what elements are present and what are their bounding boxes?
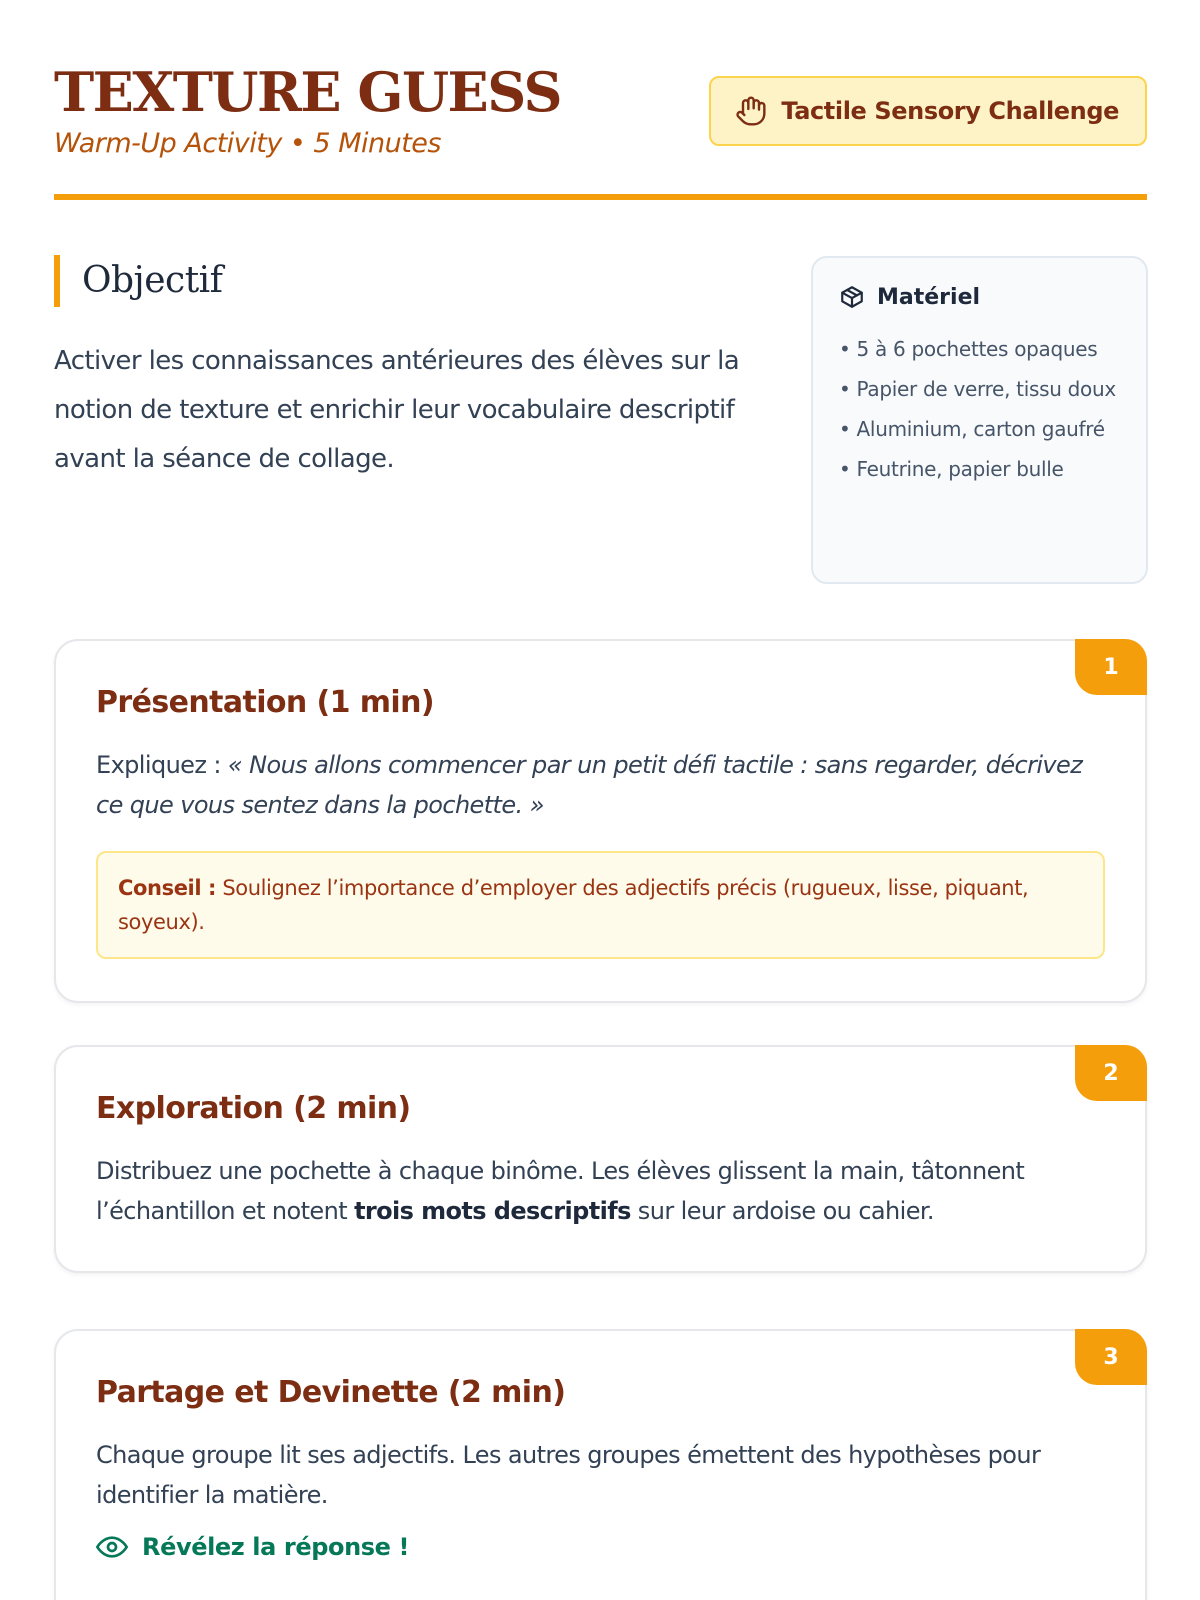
step-body-prefix: Expliquez : [96,751,228,779]
challenge-badge [709,76,1147,146]
materials-item: • 5 à 6 pochettes opaques [839,337,1098,361]
step-number-badge: 1 [1075,639,1147,695]
materials-box [811,256,1148,584]
step-number-badge: 2 [1075,1045,1147,1101]
step-number-badge: 3 [1075,1329,1147,1385]
step-body [96,745,1105,825]
tip-label: Conseil : [118,876,217,900]
materials-item: • Feutrine, papier bulle [839,457,1064,481]
objective-heading: Objectif [54,255,774,307]
tip-text: Soulignez l’importance d’employer des adjectifs précis (rugueux, lisse, piquant, soyeux). [118,876,1029,934]
step-card-1 [54,639,1147,1003]
step-body-quote: « Nous allons commencer par un petit défi tactile : sans regarder, décrivez ce que vous sentez dans la pochette. » [96,751,1083,819]
step-body-text: sur leur ardoise ou cahier. [630,1197,934,1225]
header-divider [54,194,1147,200]
objective-text: Activer les connaissances antérieures des élèves sur la notion de texture et enrichir leur vocabulaire descriptif avant la séance de collage. [54,346,740,474]
reveal-answer-link[interactable] [96,1531,1105,1563]
step-body: Chaque groupe lit ses adjectifs. Les autres groupes émettent des hypothèses pour identifier la matière. [96,1441,1041,1509]
step-title: Exploration (2 min) [96,1091,411,1126]
eye-icon [96,1531,128,1563]
step-card-3 [54,1329,1147,1600]
step-body-emphasis: trois mots descriptifs [354,1197,631,1225]
materials-item: • Papier de verre, tissu doux [839,377,1116,401]
reveal-answer-label[interactable]: Révélez la réponse ! [142,1533,410,1561]
hand-icon [735,95,767,127]
materials-list [839,332,1136,486]
step-card-2 [54,1045,1147,1273]
objective-section [54,255,774,484]
page-subtitle: Warm-Up Activity • 5 Minutes [54,128,441,159]
tip-box [96,851,1105,959]
step-title: Partage et Devinette (2 min) [96,1375,566,1410]
step-title: Présentation (1 min) [96,685,434,720]
materials-heading: Matériel [877,284,981,310]
step-body [96,1151,1105,1231]
page-header [54,60,1147,200]
challenge-badge-label: Tactile Sensory Challenge [781,97,1119,125]
box-icon [839,284,865,310]
materials-header [839,284,1136,310]
step-body-text: Distribuez une pochette à chaque binôme. Les élèves glissent la main, tâtonnent l’échantillon et notent [96,1157,1025,1225]
page-title: TEXTURE GUESS [54,60,562,124]
materials-item: • Aluminium, carton gaufré [839,417,1105,441]
